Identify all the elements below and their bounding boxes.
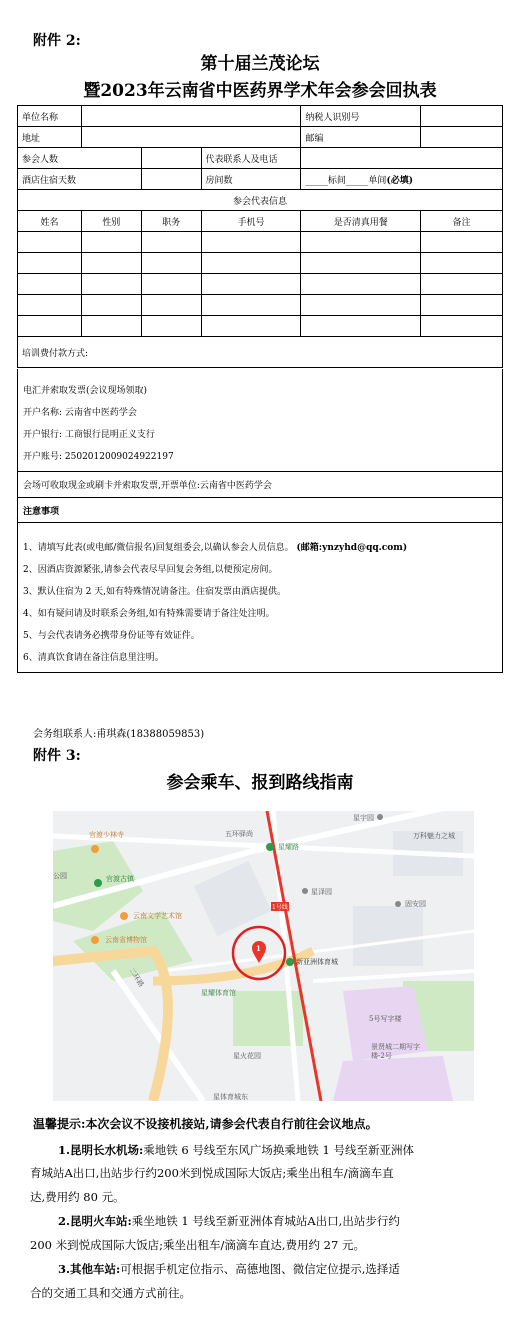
note-item-4: 4、如有疑问请及时联系会务组,如有特殊需要请于备注处注明。 xyxy=(23,609,275,619)
cell[interactable] xyxy=(301,295,421,316)
notes-section xyxy=(17,497,503,673)
district-area xyxy=(333,1056,453,1101)
map-label-guandu-temple: 官渡少林寺 xyxy=(89,831,124,839)
location-map[interactable] xyxy=(53,811,474,1101)
table-row xyxy=(18,316,503,337)
cell[interactable] xyxy=(421,295,503,316)
tip-other-label: 3.其他车站: xyxy=(58,1262,121,1276)
note-item-5: 5、与会代表请务必携带身份证等有效证件。 xyxy=(23,631,200,641)
col-phone: 手机号 xyxy=(201,211,301,232)
poi-icon xyxy=(91,936,99,944)
cell[interactable] xyxy=(421,316,503,337)
room-blank-2: _____ xyxy=(345,175,369,186)
attachment3-label: 附件 3: xyxy=(33,748,81,764)
cell[interactable] xyxy=(301,253,421,274)
cell[interactable] xyxy=(81,316,141,337)
tip-airport-label: 1.昆明长水机场: xyxy=(58,1143,144,1157)
map-label-xingyaolu: 星耀路 xyxy=(278,843,299,851)
col-halal: 是否清真用餐 xyxy=(301,211,421,232)
tip-airport-text-2: 育城站A出口,出站步行约200米到悦成国际大饭店;乘坐出租车/滴滴车直 xyxy=(30,1166,394,1180)
tip-airport-text-3: 达,费用约 80 元。 xyxy=(30,1190,125,1204)
poi-icon xyxy=(120,912,128,920)
rep-info-header: 参会代表信息 xyxy=(18,190,503,211)
tip-airport xyxy=(30,1139,492,1162)
meeting-contact: 会务组联系人:甫琪森(18388059853) xyxy=(33,729,205,740)
attachment2-label: 附件 2: xyxy=(33,33,81,49)
tips-title: 温馨提示:本次会议不设接机接站,请参会代表自行前往会议地点。 xyxy=(33,1117,378,1131)
tip-train-text-1: 乘坐地铁 1 号线至新亚洲体育城站A出口,出站步行约 xyxy=(131,1214,400,1228)
map-label-xinghai: 星宇园 xyxy=(353,814,374,822)
map-label-yunnan-museum: 云南省博物馆 xyxy=(105,936,147,944)
note-item-1-text: 1、请填写此表(或电邮/微信报名)回复组委会,以确认参会人员信息。 xyxy=(23,543,294,553)
map-label-xinyazhou: 新亚洲体育城 xyxy=(296,958,338,966)
cell[interactable] xyxy=(201,274,301,295)
table-row xyxy=(18,274,503,295)
tip-airport-text-1: 乘地铁 6 号线至东风广场换乘地铁 1 号线至新亚洲体 xyxy=(143,1143,415,1157)
tax-id-field[interactable] xyxy=(421,106,503,127)
form-title-line2: 暨2023年云南省中医药界学术年会参会回执表 xyxy=(83,81,437,101)
payment-account-number: 开户账号: 2502012009024922197 xyxy=(23,452,174,462)
email-address[interactable]: ynzyhd@qq.com xyxy=(322,543,403,553)
tip-other-text-2: 合的交通工具和交通方式前往。 xyxy=(30,1286,191,1300)
map-label-art-museum: 云南文学艺术馆 xyxy=(133,912,182,920)
cell[interactable] xyxy=(141,253,201,274)
map-label-stadium: 星耀体育馆 xyxy=(201,989,236,997)
rep-contact-label: 代表联系人及电话 xyxy=(201,148,301,169)
poi-icon xyxy=(91,845,99,853)
poi-icon xyxy=(395,901,401,907)
hotel-days-field[interactable] xyxy=(141,169,201,190)
map-label-wuhuan: 五环驿尚 xyxy=(225,830,253,838)
room-blank-1: _____ xyxy=(305,175,328,186)
cell[interactable] xyxy=(81,274,141,295)
room-single-label: 单间 xyxy=(368,175,387,186)
cell[interactable] xyxy=(421,253,503,274)
cell[interactable] xyxy=(201,232,301,253)
notes-header: 注意事项 xyxy=(23,507,60,517)
map-label-guandu-town: 官渡古镇 xyxy=(106,875,134,883)
cell[interactable] xyxy=(18,295,82,316)
email-close: ) xyxy=(402,543,408,553)
cell[interactable] xyxy=(81,295,141,316)
room-type-field[interactable] xyxy=(301,169,503,190)
cell[interactable] xyxy=(301,316,421,337)
cell[interactable] xyxy=(201,316,301,337)
postcode-field[interactable] xyxy=(421,127,503,148)
tip-other xyxy=(30,1258,492,1281)
table-row xyxy=(18,253,503,274)
notes-divider xyxy=(18,522,502,523)
col-title: 职务 xyxy=(141,211,201,232)
unit-name-field[interactable] xyxy=(81,106,301,127)
cell[interactable] xyxy=(81,253,141,274)
metro-station-icon xyxy=(286,958,294,966)
map-label-jingxiu: 景贤城二期写字楼-2号 xyxy=(371,1043,420,1060)
registration-form-table xyxy=(17,105,503,368)
route-guide-title: 参会乘车、报到路线指南 xyxy=(166,773,354,793)
email-label: (邮箱: xyxy=(296,543,323,553)
map-label-line1: 1号线 xyxy=(272,904,288,911)
tip-train-text-2: 200 米到悦成国际大饭店;乘坐出租车/滴滴车直达,费用约 27 元。 xyxy=(30,1238,365,1252)
map-label-ring-road: 二环路 xyxy=(127,966,146,989)
map-label-park: 公园 xyxy=(53,872,67,880)
map-marker-number: 1 xyxy=(256,944,261,953)
note-item-2: 2、因酒店资源紧张,请参会代表尽早回复会务组,以便预定房间。 xyxy=(23,565,278,575)
rep-contact-field[interactable] xyxy=(301,148,503,169)
payment-account-name: 开户名称: 云南省中医药学会 xyxy=(23,408,137,418)
cell[interactable] xyxy=(18,316,82,337)
tax-id-label: 纳税人识别号 xyxy=(301,106,421,127)
note-item-1 xyxy=(23,540,407,553)
cell[interactable] xyxy=(421,274,503,295)
attendee-count-field[interactable] xyxy=(141,148,201,169)
col-remark: 备注 xyxy=(421,211,503,232)
poi-icon xyxy=(377,814,383,820)
address-field[interactable] xyxy=(81,127,301,148)
tip-other-text-1: 可根据手机定位指示、高德地图、微信定位提示,选择适 xyxy=(120,1262,400,1276)
room-count-label: 房间数 xyxy=(201,169,301,190)
metro-station-icon xyxy=(266,843,274,851)
unit-name-label: 单位名称 xyxy=(18,106,82,127)
map-label-xingcheng: 星体育城东 xyxy=(213,1093,248,1101)
cell[interactable] xyxy=(201,253,301,274)
map-label-xingzeyuan: 星泽园 xyxy=(311,888,332,896)
form-title-line1: 第十届兰茂论坛 xyxy=(200,54,320,74)
map-label-xinghuo: 星火花园 xyxy=(233,1052,261,1060)
cell[interactable] xyxy=(141,316,201,337)
tip-train xyxy=(30,1210,492,1233)
table-row xyxy=(18,295,503,316)
room-std-label: 标间 xyxy=(327,175,346,186)
onsite-payment-text: 会场可收取现金或刷卡并索取发票,开票单位:云南省中医药学会 xyxy=(23,481,272,491)
cell[interactable] xyxy=(301,232,421,253)
postcode-label: 邮编 xyxy=(301,127,421,148)
map-label-building5: 5号写字楼 xyxy=(369,1015,402,1023)
poi-icon xyxy=(302,888,308,894)
cell[interactable] xyxy=(18,253,82,274)
tip-train-label: 2.昆明火车站: xyxy=(58,1214,132,1228)
hotel-days-label: 酒店住宿天数 xyxy=(18,169,142,190)
payment-bank: 开户银行: 工商银行昆明正义支行 xyxy=(23,430,155,440)
cell[interactable] xyxy=(421,232,503,253)
payment-line1: 电汇并索取发票(会议现场领取) xyxy=(23,386,148,396)
cell[interactable] xyxy=(18,274,82,295)
room-required-note: (必填) xyxy=(386,175,413,186)
attendee-count-label: 参会人数 xyxy=(18,148,142,169)
onsite-payment xyxy=(17,472,503,498)
training-fee-label: 培训费付款方式: xyxy=(18,337,503,368)
cell[interactable] xyxy=(201,295,301,316)
cell[interactable] xyxy=(18,232,82,253)
note-item-3: 3、默认住宿为 2 天,如有特殊情况请备注。住宿发票由酒店提供。 xyxy=(23,587,287,597)
col-name: 姓名 xyxy=(18,211,82,232)
cell[interactable] xyxy=(81,232,141,253)
cell[interactable] xyxy=(141,274,201,295)
address-label: 地址 xyxy=(18,127,82,148)
table-row xyxy=(18,232,503,253)
cell[interactable] xyxy=(301,274,421,295)
cell[interactable] xyxy=(141,232,201,253)
col-gender: 性别 xyxy=(81,211,141,232)
poi-icon xyxy=(94,879,102,887)
note-item-6: 6、清真饮食请在备注信息里注明。 xyxy=(23,653,164,663)
cell[interactable] xyxy=(141,295,201,316)
map-label-guoanyuan: 固安园 xyxy=(405,900,426,908)
payment-info xyxy=(17,369,503,472)
map-label-wanke: 万科魅力之城 xyxy=(413,832,455,840)
